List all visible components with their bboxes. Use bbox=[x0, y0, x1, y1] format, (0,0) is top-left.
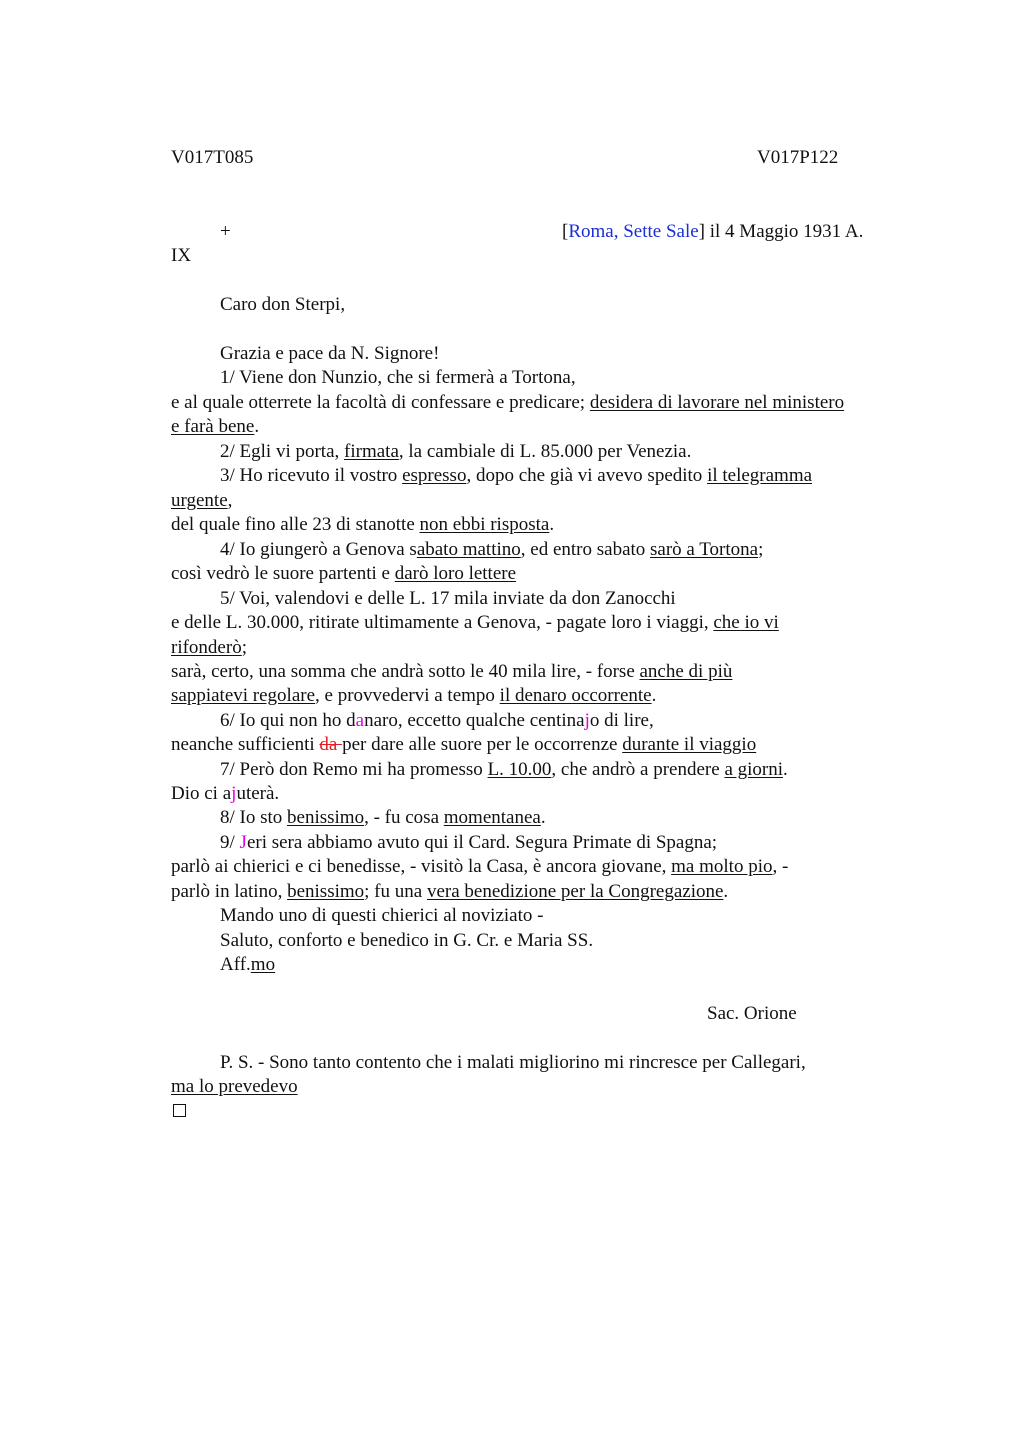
paragraph-1-line-1: 1/ Viene don Nunzio, che si fermerà a Tortona, bbox=[220, 367, 576, 388]
postscript-line-1: P. S. - Sono tanto contento che i malati migliorino mi rincresce per Callegari, bbox=[220, 1052, 806, 1073]
paragraph-1-line-3: e farà bene. bbox=[171, 416, 260, 437]
paragraph-3-line-1: 3/ Ho ricevuto il vostro espresso, dopo che già vi avevo spedito il telegramma bbox=[220, 465, 813, 486]
closing-aff: Aff.mo bbox=[220, 954, 276, 975]
paragraph-2: 2/ Egli vi porta, firmata, la cambiale di L. 85.000 per Venezia. bbox=[220, 441, 692, 462]
place-name: Roma, Sette Sale bbox=[568, 221, 699, 242]
closing-line-1: Mando uno di questi chierici al noviziato - bbox=[220, 905, 544, 926]
place-date-line: [Roma, Sette Sale] il 4 Maggio 1931 A. bbox=[562, 221, 864, 242]
postscript-line-2: ma lo prevedevo bbox=[171, 1076, 298, 1097]
paragraph-9-line-3: parlò in latino, benissimo; fu una vera benedizione per la Congregazione. bbox=[171, 881, 729, 902]
cross-mark: + bbox=[220, 221, 231, 242]
header-right-code: V017P122 bbox=[757, 147, 839, 168]
paragraph-6-line-2: neanche sufficienti da per dare alle suore per le occorrenze durante il viaggio bbox=[171, 734, 757, 755]
paragraph-9-line-1: 9/ Jeri sera abbiamo avuto qui il Card. Segura Primate di Spagna; bbox=[220, 832, 718, 853]
paragraph-4-line-1: 4/ Io giungerò a Genova sabato mattino, ed entro sabato sarò a Tortona; bbox=[220, 539, 764, 560]
deleted-text: da bbox=[319, 734, 343, 755]
salutation: Caro don Sterpi, bbox=[220, 294, 346, 315]
paragraph-6-line-1: 6/ Io qui non ho danaro, eccetto qualche centinajo di lire, bbox=[220, 710, 654, 731]
paragraph-3-line-2: urgente, bbox=[171, 490, 233, 511]
paragraph-8: 8/ Io sto benissimo, - fu cosa momentanea. bbox=[220, 807, 546, 828]
paragraph-5-line-1: 5/ Voi, valendovi e delle L. 17 mila inviate da don Zanocchi bbox=[220, 588, 676, 609]
signature: Sac. Orione bbox=[707, 1003, 797, 1024]
paragraph-5-line-4: sarà, certo, una somma che andrà sotto le 40 mila lire, - forse anche di più bbox=[171, 661, 733, 682]
paragraph-9-line-2: parlò ai chierici e ci benedisse, - visitò la Casa, è ancora giovane, ma molto pio, - bbox=[171, 856, 789, 877]
paragraph-5-line-5: sappiatevi regolare, e provvedervi a tempo il denaro occorrente. bbox=[171, 685, 657, 706]
paragraph-5-line-3: rifonderò; bbox=[171, 637, 247, 658]
end-box-icon bbox=[173, 1100, 186, 1124]
paragraph-7-line-2: Dio ci ajuterà. bbox=[171, 783, 280, 804]
header-left-code: V017T085 bbox=[171, 147, 254, 168]
paragraph-1-line-2: e al quale otterrete la facoltà di confessare e predicare; desidera di lavorare nel ministero bbox=[171, 392, 845, 413]
closing-line-2: Saluto, conforto e benedico in G. Cr. e Maria SS. bbox=[220, 930, 594, 951]
paragraph-3-line-3: del quale fino alle 23 di stanotte non ebbi risposta. bbox=[171, 514, 555, 535]
paragraph-7-line-1: 7/ Però don Remo mi ha promesso L. 10.00, che andrò a prendere a giorni. bbox=[220, 759, 788, 780]
greeting: Grazia e pace da N. Signore! bbox=[220, 343, 440, 364]
paragraph-5-line-2: e delle L. 30.000, ritirate ultimamente a Genova, - pagate loro i viaggi, che io vi bbox=[171, 612, 779, 633]
paragraph-4-line-2: così vedrò le suore partenti e darò loro lettere bbox=[171, 563, 517, 584]
date-continuation: IX bbox=[171, 245, 192, 266]
date: il 4 Maggio 1931 A. bbox=[705, 221, 864, 242]
